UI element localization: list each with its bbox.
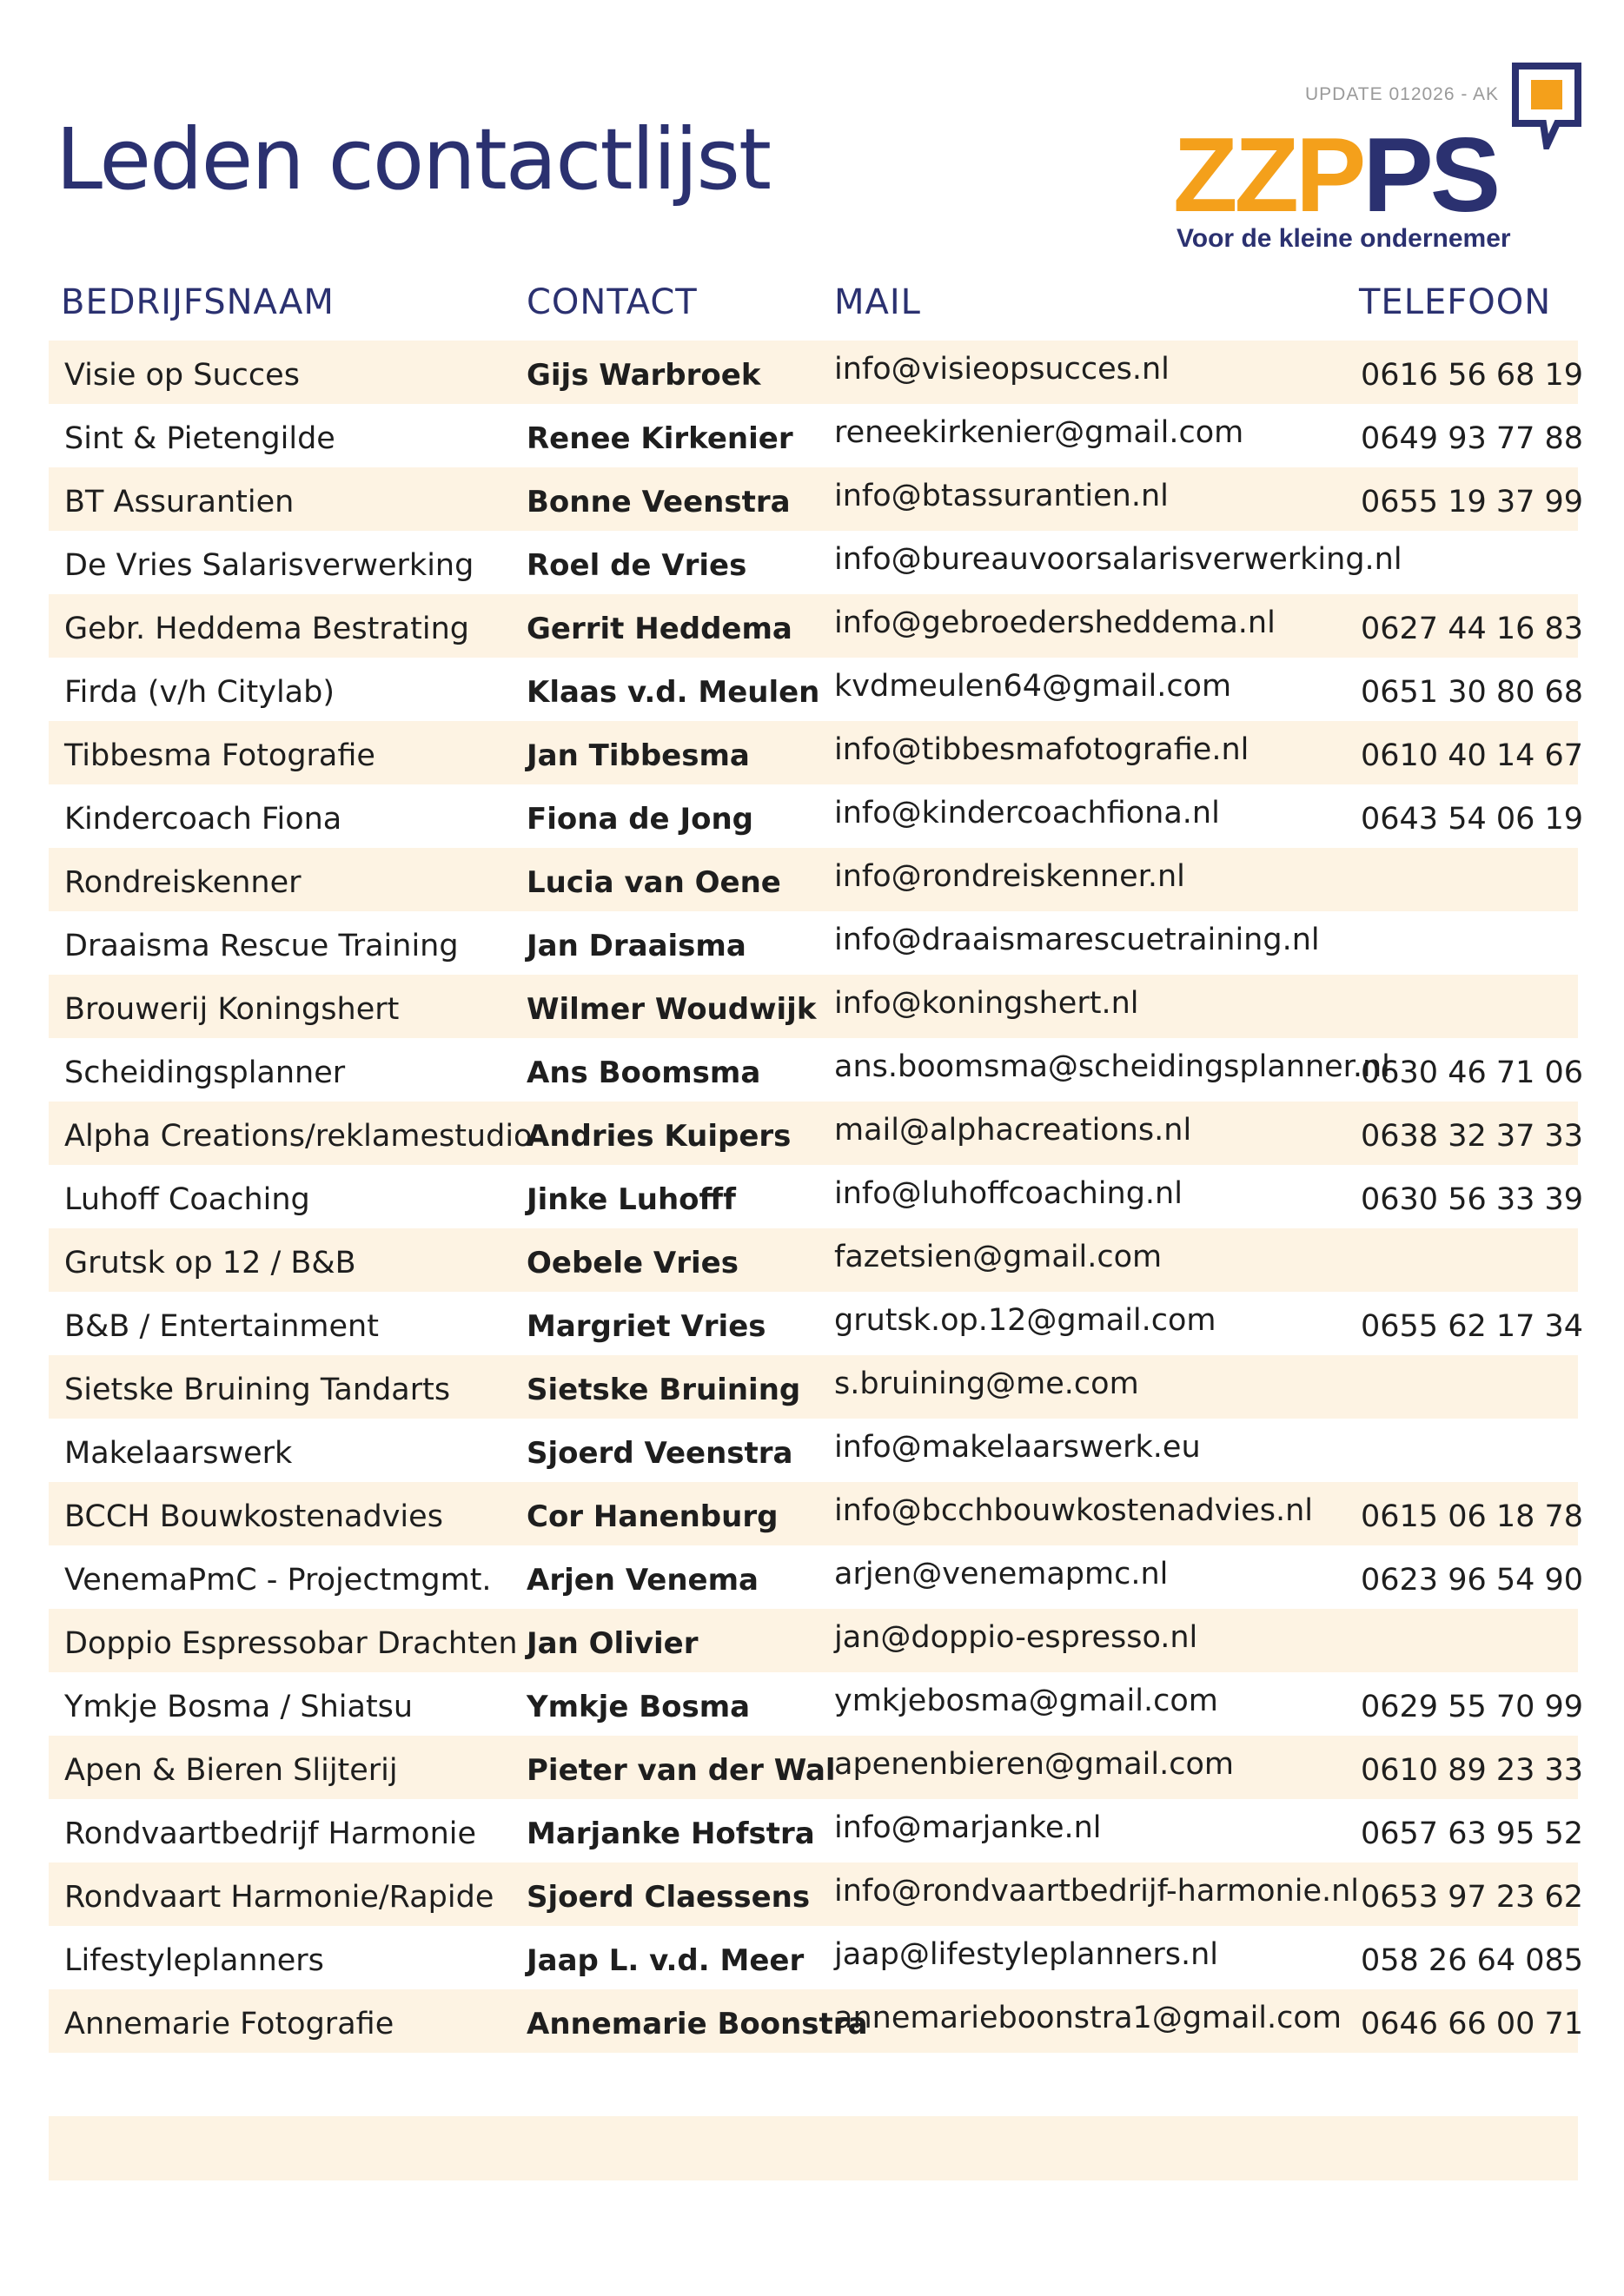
contact-name: Roel de Vries [527, 548, 747, 583]
company-name: Rondvaartbedrijf Harmonie [64, 1816, 477, 1851]
zzpps-logo [1173, 61, 1573, 261]
phone-number: 0610 40 14 67 [1361, 738, 1584, 773]
phone-number: 0610 89 23 33 [1361, 1753, 1584, 1788]
table-row [49, 1102, 1584, 1165]
email-link[interactable]: info@visieopsucces.nl [834, 352, 1170, 387]
company-name: Doppio Espressobar Drachten [64, 1626, 518, 1661]
email-link[interactable]: jaap@lifestyleplanners.nl [834, 1937, 1219, 1972]
company-name: Makelaarswerk [64, 1436, 293, 1471]
phone-number: 0649 93 77 88 [1361, 421, 1584, 456]
table-row [49, 1482, 1584, 1545]
table-row [49, 1672, 1584, 1736]
contact-name: Wilmer Woudwijk [527, 992, 817, 1027]
email-link[interactable]: info@rondvaartbedrijf-harmonie.nl [834, 1874, 1360, 1909]
contact-name: Sietske Bruining [527, 1373, 801, 1407]
email-link[interactable]: kvdmeulen64@gmail.com [834, 669, 1232, 704]
email-link[interactable]: info@draaismarescuetraining.nl [834, 923, 1320, 957]
email-link[interactable]: info@kindercoachfiona.nl [834, 796, 1220, 830]
contact-name: Jan Olivier [527, 1626, 699, 1661]
contact-table [49, 341, 1584, 2053]
phone-number: 0616 56 68 19 [1361, 358, 1584, 393]
contact-name: Renee Kirkenier [527, 421, 793, 456]
email-link[interactable]: s.bruining@me.com [834, 1366, 1139, 1401]
contact-name: Pieter van der Wal [527, 1753, 836, 1788]
email-link[interactable]: annemarieboonstra1@gmail.com [834, 2001, 1342, 2035]
contact-name: Cor Hanenburg [527, 1499, 779, 1534]
phone-number: 0653 97 23 62 [1361, 1880, 1584, 1915]
table-row [49, 531, 1578, 594]
table-row [49, 467, 1584, 531]
table-row [49, 1926, 1584, 1989]
email-link[interactable]: info@gebroedersheddema.nl [834, 605, 1276, 640]
table-row [49, 848, 1578, 911]
phone-number: 0629 55 70 99 [1361, 1690, 1584, 1724]
contact-name: Jaap L. v.d. Meer [527, 1943, 805, 1978]
contact-name: Gijs Warbroek [527, 358, 761, 393]
table-row [49, 911, 1578, 975]
email-link[interactable]: jan@doppio-espresso.nl [834, 1620, 1198, 1655]
email-link[interactable]: apenenbieren@gmail.com [834, 1747, 1234, 1782]
speech-bubble-icon [1512, 63, 1581, 149]
company-name: Annemarie Fotografie [64, 2007, 394, 2041]
page-title: Leden contactlijst [56, 110, 770, 208]
company-name: Gebr. Heddema Bestrating [64, 612, 469, 646]
phone-number: 0630 56 33 39 [1361, 1182, 1584, 1217]
update-note: UPDATE 012026 - AK [1305, 84, 1500, 104]
contact-name: Arjen Venema [527, 1563, 759, 1598]
contact-name: Lucia van Oene [527, 865, 781, 900]
email-link[interactable]: fazetsien@gmail.com [834, 1240, 1163, 1274]
phone-number: 0627 44 16 83 [1361, 612, 1584, 646]
company-name: Firda (v/h Citylab) [64, 675, 335, 710]
table-row [49, 721, 1584, 784]
company-name: De Vries Salarisverwerking [64, 548, 474, 583]
contact-name: Andries Kuipers [527, 1119, 792, 1154]
contact-name: Jinke Luhofff [527, 1182, 736, 1217]
email-link[interactable]: info@luhoffcoaching.nl [834, 1176, 1183, 1211]
contact-name: Jan Draaisma [527, 929, 746, 963]
table-row [49, 1038, 1584, 1102]
column-header-phone: TELEFOON [1359, 282, 1552, 322]
phone-number: 0651 30 80 68 [1361, 675, 1584, 710]
table-row [49, 594, 1584, 658]
company-name: Tibbesma Fotografie [64, 738, 375, 773]
logo-tagline: Voor de kleine ondernemer [1177, 224, 1511, 253]
table-row [49, 1799, 1584, 1863]
email-link[interactable]: info@rondreiskenner.nl [834, 859, 1185, 894]
company-name: Draaisma Rescue Training [64, 929, 459, 963]
email-link[interactable]: ans.boomsma@scheidingsplanner.nl [834, 1049, 1390, 1084]
logo-wordmark-ps: PS [1362, 116, 1498, 234]
company-name: Lifestyleplanners [64, 1943, 324, 1978]
email-link[interactable]: reneekirkenier@gmail.com [834, 415, 1244, 450]
table-row [49, 784, 1584, 848]
table-row [49, 1355, 1578, 1419]
phone-number: 0655 62 17 34 [1361, 1309, 1584, 1344]
company-name: VenemaPmC - Projectmgmt. [64, 1563, 492, 1598]
contact-name: Jan Tibbesma [527, 738, 750, 773]
email-link[interactable]: info@makelaarswerk.eu [834, 1430, 1201, 1465]
company-name: Rondreiskenner [64, 865, 302, 900]
column-header-contact: CONTACT [527, 282, 698, 322]
phone-number: 0655 19 37 99 [1361, 485, 1584, 519]
logo-wordmark [1173, 116, 1498, 234]
contact-name: Oebele Vries [527, 1246, 739, 1280]
company-name: BCCH Bouwkostenadvies [64, 1499, 443, 1534]
phone-number: 0657 63 95 52 [1361, 1816, 1584, 1851]
phone-number: 0638 32 37 33 [1361, 1119, 1584, 1154]
email-link[interactable]: arjen@venemapmc.nl [834, 1557, 1169, 1591]
company-name: Visie op Succes [64, 358, 300, 393]
email-link[interactable]: info@tibbesmafotografie.nl [834, 732, 1249, 767]
phone-number: 0646 66 00 71 [1361, 2007, 1584, 2041]
contact-name: Annemarie Boonstra [527, 2007, 868, 2041]
empty-row [49, 2116, 1578, 2180]
company-name: Rondvaart Harmonie/Rapide [64, 1880, 494, 1915]
email-link[interactable]: info@koningshert.nl [834, 986, 1139, 1021]
column-header-mail: MAIL [834, 282, 921, 322]
column-headers [0, 282, 1624, 326]
company-name: Sietske Bruining Tandarts [64, 1373, 451, 1407]
company-name: BT Assurantien [64, 485, 295, 519]
email-link[interactable]: ymkjebosma@gmail.com [834, 1684, 1218, 1718]
phone-number: 0615 06 18 78 [1361, 1499, 1584, 1534]
email-link[interactable]: info@btassurantien.nl [834, 479, 1169, 513]
phone-number: 0643 54 06 19 [1361, 802, 1584, 837]
email-link[interactable]: info@marjanke.nl [834, 1810, 1102, 1845]
company-name: Brouwerij Koningshert [64, 992, 400, 1027]
company-name: Grutsk op 12 / B&B [64, 1246, 356, 1280]
email-link[interactable]: info@bcchbouwkostenadvies.nl [834, 1493, 1313, 1528]
phone-number: 058 26 64 085 [1361, 1943, 1584, 1978]
logo-wordmark-zzp: ZZP [1173, 116, 1363, 234]
contact-name: Sjoerd Claessens [527, 1880, 811, 1915]
table-row [49, 1545, 1584, 1609]
table-row [49, 341, 1584, 404]
contact-name: Ans Boomsma [527, 1055, 761, 1090]
company-name: Apen & Bieren Slijterij [64, 1753, 398, 1788]
table-row [49, 1292, 1584, 1355]
table-row [49, 1228, 1578, 1292]
table-row [49, 1863, 1584, 1926]
table-row [49, 1609, 1578, 1672]
company-name: Alpha Creations/reklamestudio [64, 1119, 533, 1154]
phone-number: 0623 96 54 90 [1361, 1563, 1584, 1598]
contact-name: Marjanke Hofstra [527, 1816, 815, 1851]
contact-name: Sjoerd Veenstra [527, 1436, 793, 1471]
company-name: Scheidingsplanner [64, 1055, 346, 1090]
contact-name: Fiona de Jong [527, 802, 754, 837]
contact-name: Bonne Veenstra [527, 485, 791, 519]
phone-number: 0630 46 71 06 [1361, 1055, 1584, 1090]
contact-name: Margriet Vries [527, 1309, 766, 1344]
company-name: Ymkje Bosma / Shiatsu [64, 1690, 414, 1724]
email-link[interactable]: mail@alphacreations.nl [834, 1113, 1192, 1148]
contact-name: Klaas v.d. Meulen [527, 675, 820, 710]
company-name: Luhoff Coaching [64, 1182, 310, 1217]
contact-name: Ymkje Bosma [527, 1690, 751, 1724]
company-name: Kindercoach Fiona [64, 802, 342, 837]
table-row [49, 975, 1578, 1038]
table-row [49, 1736, 1584, 1799]
email-link[interactable]: info@bureauvoorsalarisverwerking.nl [834, 542, 1402, 577]
table-row [49, 1989, 1584, 2053]
table-row [49, 658, 1584, 721]
email-link[interactable]: grutsk.op.12@gmail.com [834, 1303, 1216, 1338]
table-row [49, 1419, 1578, 1482]
company-name: B&B / Entertainment [64, 1309, 379, 1344]
table-row [49, 404, 1584, 467]
table-row [49, 1165, 1584, 1228]
company-name: Sint & Pietengilde [64, 421, 335, 456]
contact-name: Gerrit Heddema [527, 612, 792, 646]
column-header-company: BEDRIJFSNAAM [61, 282, 335, 322]
